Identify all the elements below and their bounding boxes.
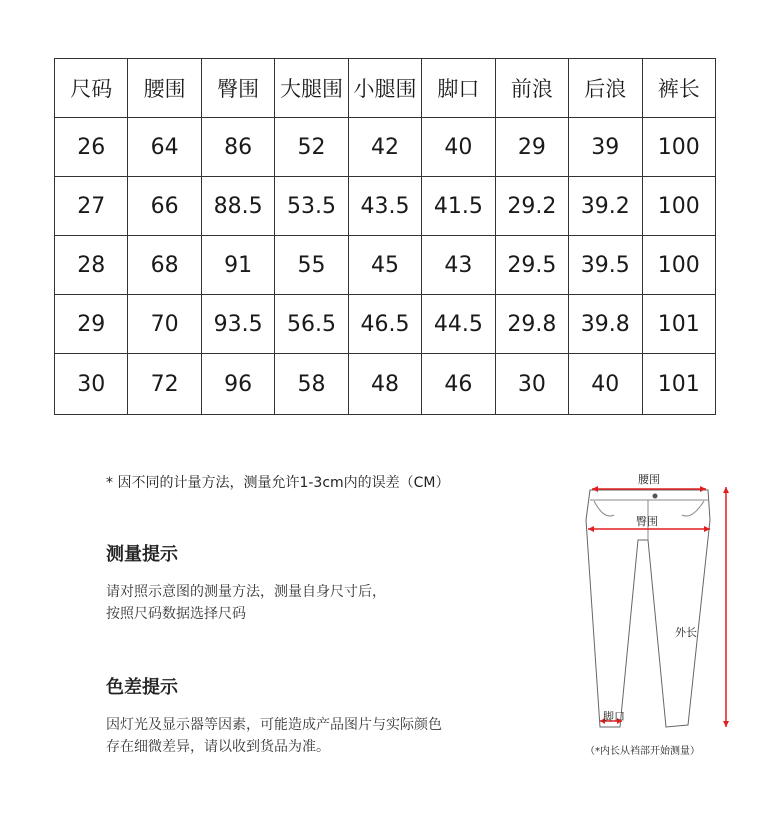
hem-label: 脚口	[603, 710, 625, 723]
table-cell: 29.5	[495, 236, 568, 295]
header-size: 尺码	[55, 59, 128, 118]
header-thigh: 大腿围	[275, 59, 348, 118]
table-cell: 42	[348, 118, 421, 177]
table-cell: 46	[422, 354, 495, 415]
table-cell: 101	[642, 354, 716, 415]
table-cell: 88.5	[201, 177, 274, 236]
waist-label: 腰围	[638, 473, 660, 486]
table-cell: 48	[348, 354, 421, 415]
table-cell: 29	[55, 295, 128, 354]
table-cell: 53.5	[275, 177, 348, 236]
table-cell: 39	[569, 118, 642, 177]
table-cell: 101	[642, 295, 716, 354]
table-cell: 91	[201, 236, 274, 295]
table-cell: 28	[55, 236, 128, 295]
size-table	[54, 58, 716, 415]
header-waist: 腰围	[128, 59, 201, 118]
outer-length-label: 外长	[675, 626, 697, 639]
table-cell: 29.2	[495, 177, 568, 236]
table-cell: 26	[55, 118, 128, 177]
table-cell: 39.2	[569, 177, 642, 236]
table-cell: 44.5	[422, 295, 495, 354]
table-cell: 100	[642, 118, 716, 177]
table-cell: 96	[201, 354, 274, 415]
table-row	[55, 118, 716, 177]
tolerance-note: * 因不同的计量方法，测量允许1-3cm内的误差（CM）	[106, 475, 450, 491]
header-calf: 小腿围	[348, 59, 421, 118]
table-cell: 43.5	[348, 177, 421, 236]
table-row	[55, 177, 716, 236]
table-cell: 43	[422, 236, 495, 295]
table-cell: 70	[128, 295, 201, 354]
color-tips-line-1: 因灯光及显示器等因素，可能造成产品图片与实际颜色	[106, 717, 442, 733]
table-cell: 29	[495, 118, 568, 177]
table-cell: 55	[275, 236, 348, 295]
table-cell: 66	[128, 177, 201, 236]
table-cell: 30	[495, 354, 568, 415]
hip-label: 臀围	[636, 515, 658, 528]
table-cell: 100	[642, 236, 716, 295]
table-cell: 93.5	[201, 295, 274, 354]
table-cell: 64	[128, 118, 201, 177]
table-cell: 56.5	[275, 295, 348, 354]
table-cell: 29.8	[495, 295, 568, 354]
table-cell: 30	[55, 354, 128, 415]
table-cell: 40	[422, 118, 495, 177]
table-cell: 68	[128, 236, 201, 295]
table-cell: 46.5	[348, 295, 421, 354]
table-cell: 86	[201, 118, 274, 177]
table-header-row	[55, 59, 716, 118]
header-front-rise: 前浪	[495, 59, 568, 118]
table-cell: 27	[55, 177, 128, 236]
color-tips-line-2: 存在细微差异，请以收到货品为准。	[106, 739, 330, 755]
color-tips-title: 色差提示	[106, 677, 178, 698]
measure-tips-line-1: 请对照示意图的测量方法，测量自身尺寸后，	[106, 584, 386, 600]
table-cell: 100	[642, 177, 716, 236]
header-hip: 臀围	[201, 59, 274, 118]
table-cell: 45	[348, 236, 421, 295]
measure-tips-title: 测量提示	[106, 544, 178, 565]
pants-diagram	[580, 465, 740, 765]
header-hem: 脚口	[422, 59, 495, 118]
table-cell: 41.5	[422, 177, 495, 236]
header-length: 裤长	[642, 59, 716, 118]
table-cell: 58	[275, 354, 348, 415]
table-row	[55, 295, 716, 354]
table-cell: 39.5	[569, 236, 642, 295]
table-cell: 40	[569, 354, 642, 415]
table-row	[55, 354, 716, 415]
table-cell: 72	[128, 354, 201, 415]
inseam-caption: （*内长从裆部开始测量）	[585, 746, 700, 757]
header-back-rise: 后浪	[569, 59, 642, 118]
table-cell: 39.8	[569, 295, 642, 354]
measure-tips-line-2: 按照尺码数据选择尺码	[106, 606, 246, 622]
table-row	[55, 236, 716, 295]
table-cell: 52	[275, 118, 348, 177]
